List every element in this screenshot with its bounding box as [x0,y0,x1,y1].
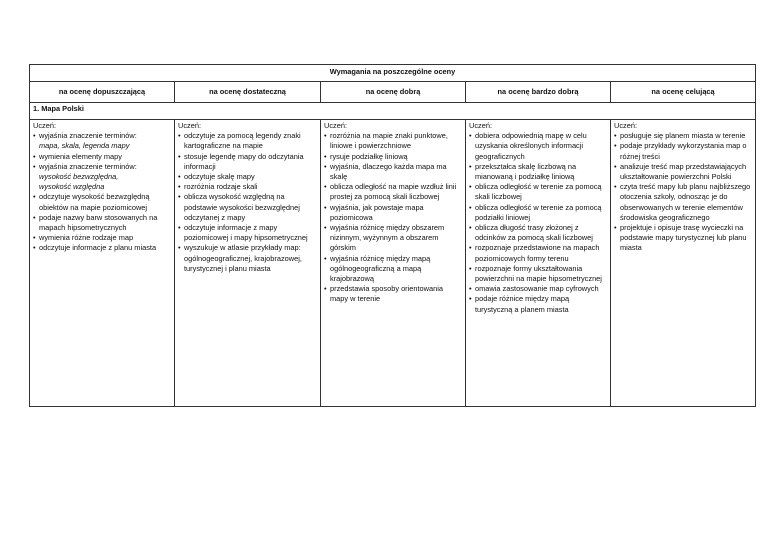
list-item: • oblicza odległość w terenie za pomocą skali liczbowej [469,182,607,202]
list-item: wysokość bezwzględna, [39,172,119,182]
list-item: • wymienia elementy mapy [33,152,171,162]
list-item: • wyjaśnia różnicę między obszarem nizinnym, wyżynnym a obszarem górskim [324,223,462,254]
requirements-list [178,131,317,274]
list-item: mapa, skala, legenda mapy [39,141,130,151]
list-item: • rozpoznaje formy ukształtowania powierzchni na mapie hipsometrycznej [469,264,607,284]
list-item: • oblicza długość trasy złożonej z odcinków za pomocą skali liczbowej [469,223,607,243]
list-item: wysokość względna [39,182,105,192]
list-item: • odczytuje za pomocą legendy znaki kartograficzne na mapie [178,131,317,151]
list-item: • przedstawia sposoby orientowania mapy w terenie [324,284,462,304]
list-item: • podaje przykłady wykorzystania map o różnej treści [614,141,752,161]
requirements-grade-5 [466,120,611,407]
list-item: • rozróżnia rodzaje skali [178,182,317,192]
header-grade-3: na ocenę dostateczną [175,82,321,103]
lead-text: Uczeń: [614,121,638,130]
lead-text: Uczeń: [178,121,202,130]
table-title: Wymagania na poszczególne oceny [30,65,756,82]
list-item: • wyjaśnia znaczenie terminów: [33,131,171,141]
list-item: • wyjaśnia, dlaczego każda mapa ma skalę [324,162,462,182]
list-item: • odczytuje wysokość bezwzględną obiektów na mapie poziomicowej [33,192,171,212]
list-item: • projektuje i opisuje trasę wycieczki na podstawie mapy turystycznej lub planu miasta [614,223,752,254]
list-item: • posługuje się planem miasta w terenie [614,131,752,141]
list-item: • oblicza odległość na mapie wzdłuż linii prostej za pomocą skali liczbowej [324,182,462,202]
list-item: • oblicza odległość w terenie za pomocą podziałki liniowej [469,203,607,223]
list-item: • odczytuje informacje z mapy poziomicowej i mapy hipsometrycznej [178,223,317,243]
list-item: • oblicza wysokość względną na podstawie wysokości bezwzględnej odczytanej z mapy [178,192,317,223]
list-item: • wyszukuje w atlasie przykłady map: ogólnogeograficznej, krajobrazowej, turystycznej i planu miasta [178,243,317,274]
requirements-grade-3 [175,120,321,407]
header-grade-2: na ocenę dopuszczającą [30,82,175,103]
list-item: • rozróżnia na mapie znaki punktowe, liniowe i powierzchniowe [324,131,462,151]
requirements-grade-6 [611,120,756,407]
list-item: • dobiera odpowiednią mapę w celu uzyskania określonych informacji geograficznych [469,131,607,162]
list-item: • stosuje legendę mapy do odczytania informacji [178,152,317,172]
list-item: • analizuje treść map przedstawiających ukształtowanie powierzchni Polski [614,162,752,182]
requirements-list [33,131,171,253]
list-item: • podaje nazwy barw stosowanych na mapach hipsometrycznych [33,213,171,233]
requirements-list [614,131,752,253]
list-item: • wyjaśnia, jak powstaje mapa poziomicowa [324,203,462,223]
section-title: 1. Mapa Polski [30,103,756,120]
list-item: • odczytuje informacje z planu miasta [33,243,171,253]
list-item: • podaje różnice między mapą turystyczną a planem miasta [469,294,607,314]
list-item: • wyjaśnia różnicę między mapą ogólnogeograficzną a mapą krajobrazową [324,254,462,285]
header-grade-6: na ocenę celującą [611,82,756,103]
list-item: • wymienia różne rodzaje map [33,233,171,243]
lead-text: Uczeń: [324,121,348,130]
list-item: • czyta treść mapy lub planu najbliższego otoczenia szkoły, odnosząc je do obserwowanych w terenie elementów środowiska geograficznego [614,182,752,223]
list-item: • rysuje podziałkę liniową [324,152,462,162]
list-item: • rozpoznaje przedstawione na mapach poziomicowych formy terenu [469,243,607,263]
header-grade-5: na ocenę bardzo dobrą [466,82,611,103]
requirements-table [29,64,756,407]
list-item: • wyjaśnia znaczenie terminów: [33,162,171,172]
requirements-list [469,131,607,315]
requirements-grade-4 [321,120,466,407]
lead-text: Uczeń: [469,121,493,130]
list-item: • omawia zastosowanie map cyfrowych [469,284,607,294]
lead-text: Uczeń: [33,121,57,130]
requirements-grade-2 [30,120,175,407]
requirements-list [324,131,462,304]
header-grade-4: na ocenę dobrą [321,82,466,103]
list-item: • odczytuje skalę mapy [178,172,317,182]
list-item: • przekształca skalę liczbową na mianowaną i podziałkę liniową [469,162,607,182]
